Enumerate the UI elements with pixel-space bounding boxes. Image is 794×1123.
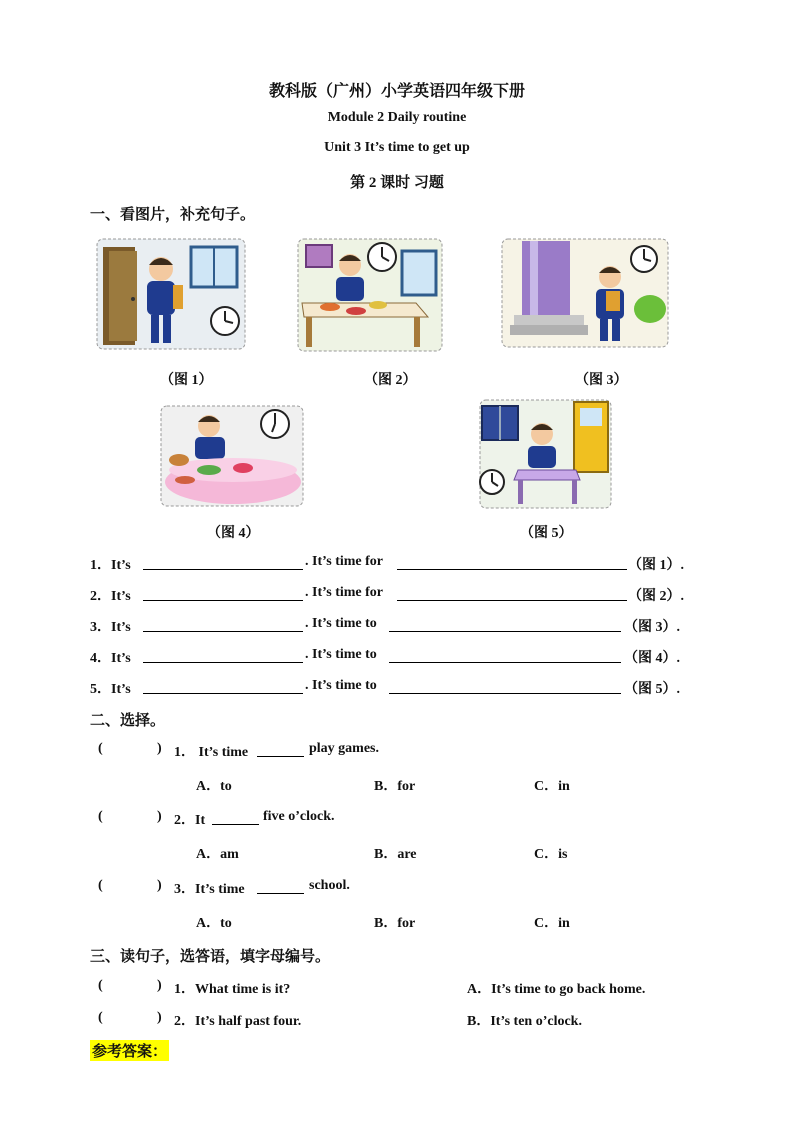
s2-q1-option-a[interactable]: A．to bbox=[196, 779, 232, 794]
section1-heading: 一、看图片，补充句子。 bbox=[90, 207, 256, 223]
s2-q3-pre: 3．It’s time bbox=[174, 882, 245, 897]
s1-line-1-blank-b[interactable] bbox=[397, 569, 627, 570]
s1-line-5-mid: . It’s time to bbox=[305, 678, 377, 693]
picture-3 bbox=[500, 237, 670, 349]
s1-line-2-blank-a[interactable] bbox=[143, 600, 303, 601]
s2-q1-option-b[interactable]: B．for bbox=[374, 779, 416, 794]
s2-q1-post: play games. bbox=[309, 741, 379, 756]
s1-line-1-num: 1．It’s bbox=[90, 558, 131, 573]
s1-line-3-blank-a[interactable] bbox=[143, 631, 303, 632]
s3-item1-paren-close: ) bbox=[157, 978, 162, 993]
s1-line-4-num: 4．It’s bbox=[90, 651, 131, 666]
s1-line-4-blank-b[interactable] bbox=[389, 662, 621, 663]
s1-line-4-mid: . It’s time to bbox=[305, 647, 377, 662]
s2-q2-option-b[interactable]: B．are bbox=[374, 847, 417, 862]
s2-q2-paren-open: ( bbox=[98, 809, 103, 824]
s2-q2-paren-close: ) bbox=[157, 809, 162, 824]
s2-q2-blank[interactable] bbox=[212, 824, 259, 825]
s2-q3-option-b[interactable]: B．for bbox=[374, 916, 416, 931]
s1-line-4-blank-a[interactable] bbox=[143, 662, 303, 663]
s2-q2-post: five o’clock. bbox=[263, 809, 335, 824]
s2-q2-pre: 2．It bbox=[174, 813, 206, 828]
s1-line-3-num: 3．It’s bbox=[90, 620, 131, 635]
section3-heading: 三、读句子，选答语，填字母编号。 bbox=[90, 949, 331, 965]
caption-2: （图 2） bbox=[364, 373, 417, 388]
caption-5: （图 5） bbox=[520, 526, 573, 541]
s2-q3-blank[interactable] bbox=[257, 893, 304, 894]
s1-line-3-end: （图 3）. bbox=[624, 620, 680, 635]
s1-line-3-blank-b[interactable] bbox=[389, 631, 621, 632]
doc-title: 教科版（广州）小学英语四年级下册 bbox=[268, 83, 525, 100]
s3-item2-question: 2．It’s half past four. bbox=[174, 1014, 302, 1029]
s3-option-b: B．It’s ten o’clock. bbox=[467, 1014, 582, 1029]
s3-item2-paren-open: ( bbox=[98, 1010, 103, 1025]
s1-line-5-end: （图 5）. bbox=[624, 682, 680, 697]
s1-line-5-blank-b[interactable] bbox=[389, 693, 621, 694]
caption-3: （图 3） bbox=[575, 373, 628, 388]
s3-item1-question: 1．What time is it? bbox=[174, 982, 291, 997]
section2-heading: 二、选择。 bbox=[90, 713, 166, 729]
s1-line-2-num: 2．It’s bbox=[90, 589, 131, 604]
picture-2 bbox=[296, 237, 444, 355]
s1-line-5-blank-a[interactable] bbox=[143, 693, 303, 694]
s2-q1-pre: 1． It’s time bbox=[174, 745, 249, 760]
s2-q3-option-a[interactable]: A．to bbox=[196, 916, 232, 931]
s2-q3-option-c[interactable]: C．in bbox=[534, 916, 570, 931]
module-title: Module 2 Daily routine bbox=[327, 110, 467, 125]
s1-line-1-blank-a[interactable] bbox=[143, 569, 303, 570]
s1-line-2-end: （图 2）. bbox=[628, 589, 684, 604]
s1-line-2-mid: . It’s time for bbox=[305, 585, 384, 600]
s1-line-5-num: 5．It’s bbox=[90, 682, 131, 697]
s1-line-2-blank-b[interactable] bbox=[397, 600, 627, 601]
s2-q1-paren-open: ( bbox=[98, 741, 103, 756]
s2-q3-paren-open: ( bbox=[98, 878, 103, 893]
s2-q1-blank[interactable] bbox=[257, 756, 304, 757]
s1-line-3-mid: . It’s time to bbox=[305, 616, 377, 631]
s3-option-a: A．It’s time to go back home. bbox=[467, 982, 646, 997]
s2-q1-paren-close: ) bbox=[157, 741, 162, 756]
picture-4 bbox=[159, 404, 305, 508]
s3-item1-paren-open: ( bbox=[98, 978, 103, 993]
s2-q2-option-c[interactable]: C．is bbox=[534, 847, 568, 862]
s1-line-1-end: （图 1）. bbox=[628, 558, 684, 573]
lesson-title: 第 2 课时 习题 bbox=[350, 175, 444, 191]
unit-title: Unit 3 It’s time to get up bbox=[324, 140, 470, 155]
s2-q3-paren-close: ) bbox=[157, 878, 162, 893]
picture-1 bbox=[95, 237, 247, 352]
s3-item2-paren-close: ) bbox=[157, 1010, 162, 1025]
s1-line-4-end: （图 4）. bbox=[624, 651, 680, 666]
caption-4: （图 4） bbox=[207, 526, 260, 541]
answer-key-label: 参考答案： bbox=[90, 1040, 169, 1061]
s2-q1-option-c[interactable]: C．in bbox=[534, 779, 570, 794]
s2-q3-post: school. bbox=[309, 878, 350, 893]
picture-5 bbox=[478, 398, 613, 510]
caption-1: （图 1） bbox=[160, 373, 213, 388]
s2-q2-option-a[interactable]: A．am bbox=[196, 847, 239, 862]
s1-line-1-mid: . It’s time for bbox=[305, 554, 384, 569]
